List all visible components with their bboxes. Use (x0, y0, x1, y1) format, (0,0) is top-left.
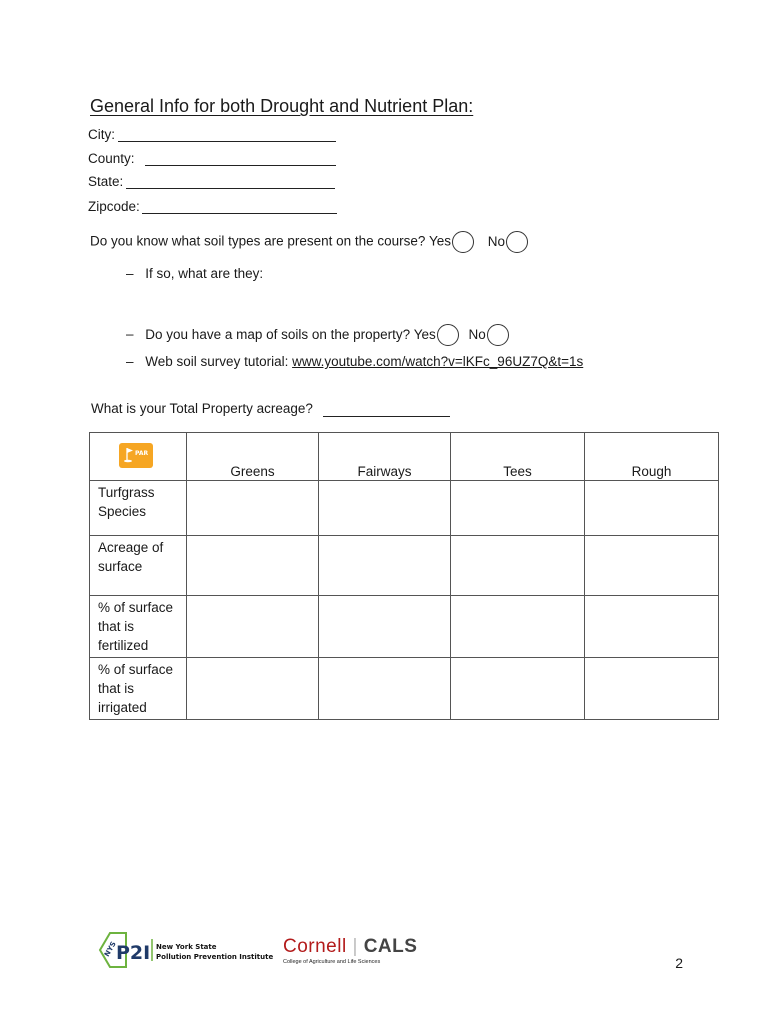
map-no-label: No (468, 326, 486, 342)
soil-types-question (90, 231, 528, 253)
soil-map-question-text: Do you have a map of soils on the property? Yes (145, 326, 436, 342)
row-label-line: Turfgrass (98, 485, 155, 500)
county-label: County: (88, 151, 135, 166)
col-header-rough: Rough (585, 433, 719, 481)
table-row (90, 596, 719, 658)
table-cell[interactable] (451, 658, 585, 720)
city-field (88, 127, 115, 142)
soil-yes-radio[interactable] (452, 231, 474, 253)
acreage-question (91, 401, 313, 416)
table-cell[interactable] (187, 596, 319, 658)
city-input-line[interactable] (118, 127, 336, 142)
table-cell[interactable] (451, 481, 585, 536)
cals-subtitle: College of Agriculture and Life Sciences (283, 959, 381, 965)
acreage-question-text: What is your Total Property acreage? (91, 401, 313, 416)
logo-line-1: New York State (156, 943, 217, 951)
par-badge (119, 443, 153, 468)
table-cell[interactable] (187, 481, 319, 536)
cornell-cals-logo (283, 936, 417, 965)
row-label (90, 481, 187, 536)
table-cell[interactable] (451, 596, 585, 658)
soil-map-item (126, 324, 509, 346)
county-input-line[interactable] (145, 151, 336, 166)
nys-p2i-logo (96, 929, 274, 971)
state-label: State: (88, 174, 124, 189)
col-header-fairways: Fairways (319, 433, 451, 481)
table-header-row (90, 433, 719, 481)
table-cell[interactable] (319, 596, 451, 658)
dash-marker: – (126, 354, 134, 369)
row-label (90, 596, 187, 658)
if-so-text: If so, what are they: (145, 266, 264, 281)
logo-p2i-text: P2I (116, 942, 151, 964)
cals-word: CALS (363, 936, 418, 957)
state-field (88, 174, 123, 189)
table-row (90, 536, 719, 596)
badge-text: PAR (135, 450, 149, 457)
map-yes-radio[interactable] (437, 324, 459, 346)
zipcode-field (88, 199, 140, 214)
row-label (90, 536, 187, 596)
soil-types-question-text: Do you know what soil types are present on the course? Yes (90, 233, 451, 249)
soil-no-radio[interactable] (506, 231, 528, 253)
zipcode-input-line[interactable] (142, 199, 337, 214)
table-row (90, 658, 719, 720)
row-label-line: surface (98, 559, 143, 574)
tutorial-label: Web soil survey tutorial: (145, 354, 293, 369)
page-title: General Info for both Drought and Nutrient Plan: (90, 96, 474, 116)
county-field (88, 151, 135, 166)
table-cell[interactable] (585, 658, 719, 720)
dash-marker: – (126, 326, 134, 342)
golf-flag-icon (119, 443, 153, 468)
cornell-word: Cornell (283, 936, 347, 957)
dash-marker: – (126, 266, 134, 281)
zipcode-label: Zipcode: (88, 199, 140, 214)
table-cell[interactable] (187, 658, 319, 720)
row-label-line: fertilized (98, 638, 149, 653)
table-cell[interactable] (585, 596, 719, 658)
badge-cell (90, 433, 187, 481)
row-label (90, 658, 187, 720)
row-label-line: that is (98, 681, 135, 696)
logo-line-2: Pollution Prevention Institute (156, 953, 274, 961)
table-row (90, 481, 719, 536)
row-label-line: % of surface (98, 600, 174, 615)
tutorial-item (126, 354, 583, 369)
map-no-radio[interactable] (487, 324, 509, 346)
table-cell[interactable] (319, 536, 451, 596)
row-label-line: Species (98, 504, 147, 519)
tutorial-link[interactable]: www.youtube.com/watch?v=lKFc_96UZ7Q&t=1s (292, 354, 584, 369)
turf-data-table (89, 432, 719, 720)
row-label-line: Acreage of (98, 540, 164, 555)
col-header-greens: Greens (187, 433, 319, 481)
logo-nys-text: NYS (102, 940, 118, 959)
table-cell[interactable] (319, 481, 451, 536)
row-label-line: that is (98, 619, 135, 634)
acreage-input-line[interactable] (323, 402, 450, 417)
table-cell[interactable] (585, 481, 719, 536)
state-input-line[interactable] (126, 174, 335, 189)
if-so-item (126, 266, 263, 281)
col-header-tees: Tees (451, 433, 585, 481)
page-number: 2 (675, 955, 683, 971)
table-cell[interactable] (585, 536, 719, 596)
soil-no-label: No (487, 233, 505, 249)
table-cell[interactable] (187, 536, 319, 596)
table-cell[interactable] (451, 536, 585, 596)
table-cell[interactable] (319, 658, 451, 720)
row-label-line: irrigated (98, 700, 147, 715)
cornell-cals-wordmark: Cornell | CALS (283, 936, 418, 957)
city-label: City: (88, 127, 115, 142)
row-label-line: % of surface (98, 662, 174, 677)
